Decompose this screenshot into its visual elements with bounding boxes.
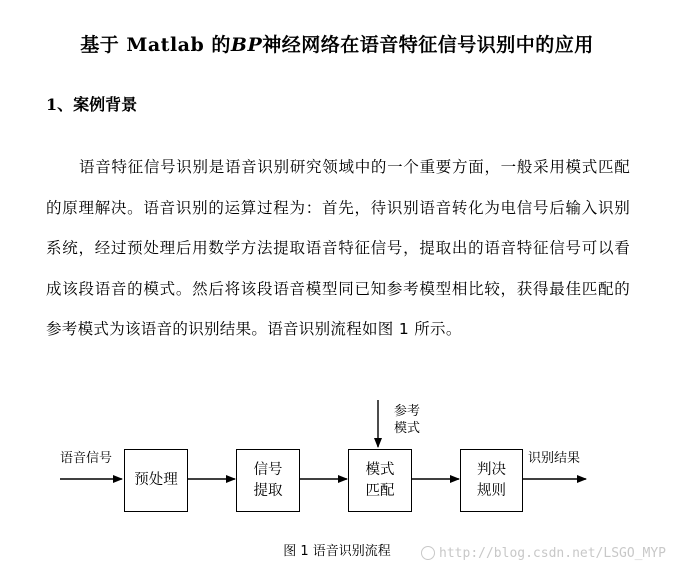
preprocess-label: 预处理 [134,472,178,488]
title-bp: BP [230,34,263,56]
flow-diagram [0,395,674,535]
decision-rule-line2: 规则 [477,482,506,499]
output-label: 识别结果 [528,451,581,466]
pattern-match-line1: 模式 [365,461,395,478]
decision-rule-line1: 判决 [477,461,506,478]
csdn-logo-icon [421,546,435,560]
pattern-match-box [348,449,412,512]
reference-label [394,403,420,437]
decision-rule-box [460,449,523,512]
body-paragraph: 语音特征信号识别是语音识别研究领域中的一个重要方面，一般采用模式匹配的原理解决。语音识别的运算过程为：首先，待识别语音转化为电信号后输入识别系统，经过预处理后用数学方法提取语音特征信号，提取出的语音特征信号可以看成该段语音的模式。然后将该段语音模型同已知参考模型相比较，获得最佳匹配的参考模式为该语音的识别结果。语音识别流程如图 1 所示。 [46,158,630,339]
section-heading: 1、案例背景 [46,95,138,114]
title-prefix: 基于 Matlab 的 [80,34,231,56]
input-label: 语音信号 [60,451,113,466]
signal-extract-line2: 提取 [253,482,283,499]
signal-extract-box [236,449,300,512]
pattern-match-line2: 匹配 [365,482,395,499]
title-suffix: 神经网络在语音特征信号识别中的应用 [262,34,594,56]
watermark [421,546,666,561]
document-title [0,30,674,57]
preprocess-box [124,449,188,512]
watermark-text: http://blog.csdn.net/LSGO_MYP [439,546,666,561]
signal-extract-line1: 信号 [253,461,283,478]
reference-label-line1: 参考 [394,404,421,419]
figure-caption: 图 1 语音识别流程 [283,544,391,559]
reference-label-line2: 模式 [394,421,421,436]
